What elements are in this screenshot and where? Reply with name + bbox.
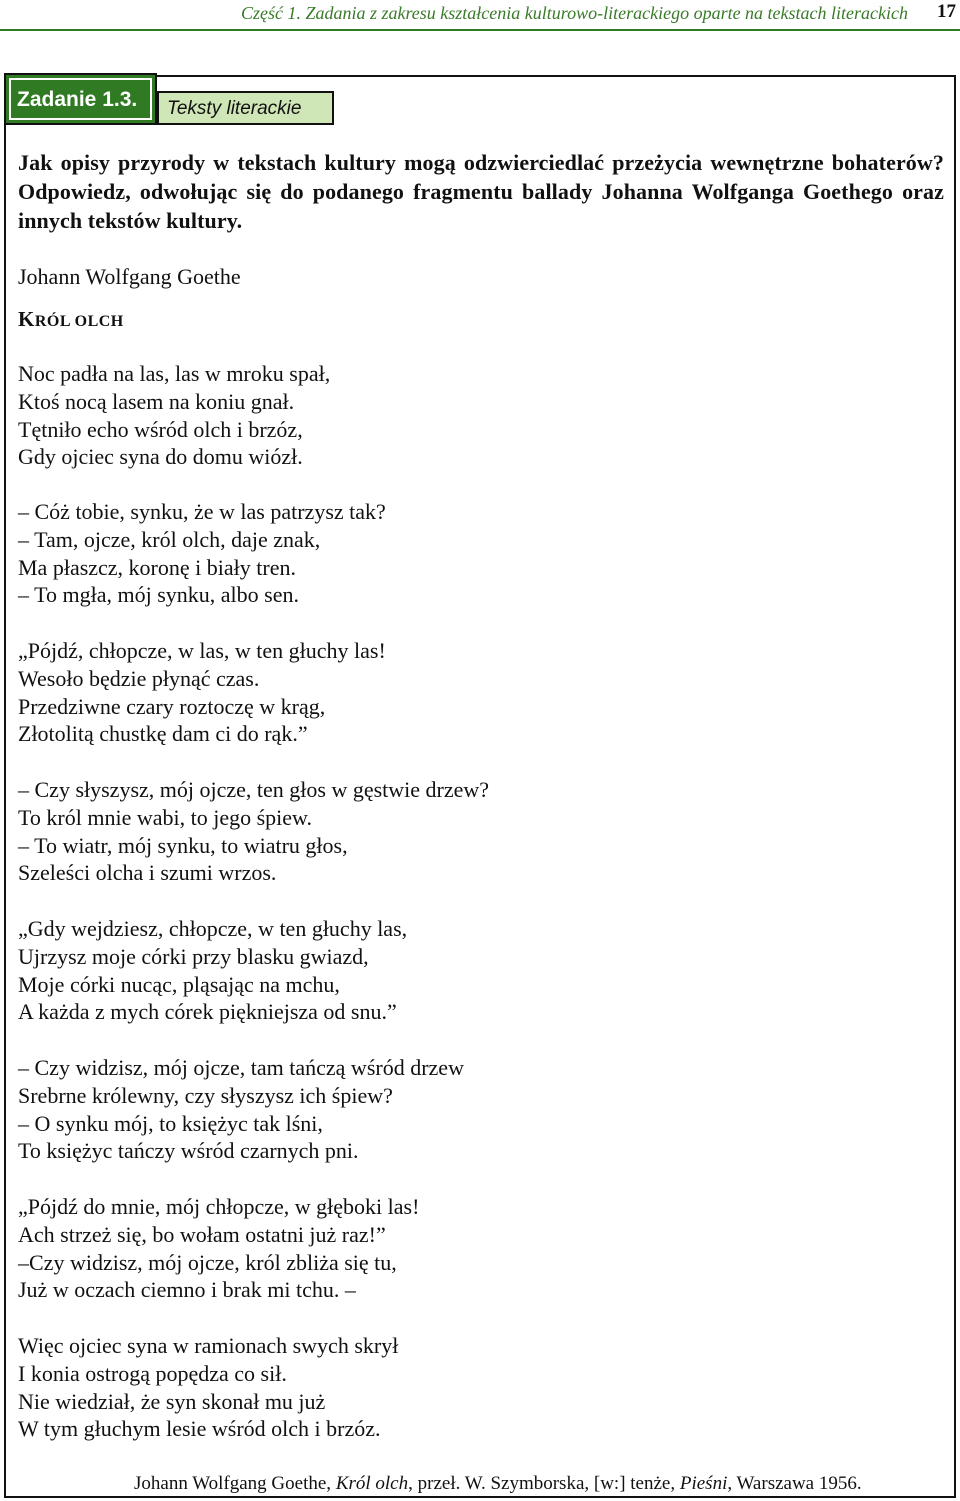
verse: Więc ojciec syna w ramionach swych skrył [18,1333,399,1358]
verse: W tym głuchym lesie wśród olch i brzóz. [18,1416,381,1442]
verse: – Czy widzisz, mój ojcze, tam tańczą wśród drzew [18,1055,464,1080]
verse: Gdy ojciec syna do domu wiózł. [18,444,303,470]
stanza-3 [18,637,938,748]
stanza-7 [18,1193,938,1304]
source-book-title: Pieśni [679,1473,728,1494]
verse: „Pójdź do mnie, mój chłopcze, w głęboki las! [18,1194,420,1219]
page-header [0,0,960,26]
task-badge [4,73,157,125]
verse: Szeleści olcha i szumi wrzos. [18,860,277,886]
poem-title [18,306,124,335]
stanza-4 [18,776,938,887]
page-number: 17 [937,1,956,22]
header-divider [0,29,960,31]
verse: Ma płaszcz, koronę i biały tren. [18,554,296,580]
verse: Srebrne królewny, czy słyszysz ich śpiew? [18,1082,393,1108]
task-prompt: Jak opisy przyrody w tekstach kultury mogą odzwierciedlać przeżycia wewnętrzne bohaterów? Odpowiedz, odwołując się do podanego fragmentu ballady Johanna Wolfganga Goethego oraz innych tekstów kultury. [18,150,944,233]
category-label: Teksty literackie [167,98,302,119]
verse: Złotolitą chustkę dam ci do rąk.” [18,721,308,747]
stanza-8 [18,1332,938,1443]
verse: Ktoś nocą lasem na koniu gnał. [18,388,295,414]
verse: – O synku mój, to księżyc tak lśni, [18,1110,323,1136]
source-work-title: Król olch [335,1473,409,1494]
verse: A każda z mych córek piękniejsza od snu.” [18,999,397,1025]
verse: I konia ostrogą popędza co sił. [18,1360,287,1386]
poem-author: Johann Wolfgang Goethe [18,264,241,289]
source-citation [134,1471,862,1497]
stanza-6 [18,1054,938,1165]
verse: „Pójdź, chłopcze, w las, w ten głuchy las! [18,638,386,663]
category-tag [157,91,334,125]
verse: Ujrzysz moje córki przy blasku gwiazd, [18,943,369,969]
poem-title-rest: RÓL OLCH [34,313,124,330]
verse: – Cóż tobie, synku, że w las patrzysz tak? [18,499,386,524]
stanza-5 [18,915,938,1026]
source-author: Johann Wolfgang Goethe, [134,1473,336,1494]
poem-title-initial: K [18,307,35,331]
verse: Ach strzeż się, bo wołam ostatni już raz!” [18,1221,386,1247]
verse: Już w oczach ciemno i brak mi tchu. – [18,1277,356,1303]
verse: – Czy słyszysz, mój ojcze, ten głos w gęstwie drzew? [18,777,490,802]
stanza-2 [18,498,938,609]
verse: To księżyc tańczy wśród czarnych pni. [18,1138,359,1164]
verse: –Czy widzisz, mój ojcze, król zbliża się tu, [18,1249,397,1275]
verse: To król mnie wabi, to jego śpiew. [18,804,312,830]
verse: Nie wiedział, że syn skonał mu już [18,1388,326,1414]
verse: „Gdy wejdziesz, chłopcze, w ten głuchy las, [18,916,408,941]
verse: – To mgła, mój synku, albo sen. [18,582,299,608]
verse: Tętniło echo wśród olch i brzóz, [18,416,303,442]
verse: Moje córki nucąc, pląsając na mchu, [18,971,340,997]
source-publication: , Warszawa 1956. [727,1473,862,1494]
verse: – To wiatr, mój synku, to wiatru głos, [18,832,348,858]
source-translator: , przeł. W. Szymborska, [w:] tenże, [408,1473,680,1494]
header-title: Część 1. Zadania z zakresu kształcenia kulturowo-literackiego oparte na tekstach literackich [240,3,908,23]
verse: Przedziwne czary roztoczę w krąg, [18,693,326,719]
task-label: Zadanie 1.3. [17,88,138,111]
stanza-1 [18,360,938,471]
verse: Noc padła na las, las w mroku spał, [18,361,331,386]
verse: Wesoło będzie płynąć czas. [18,665,260,691]
verse: – Tam, ojcze, król olch, daje znak, [18,526,321,552]
